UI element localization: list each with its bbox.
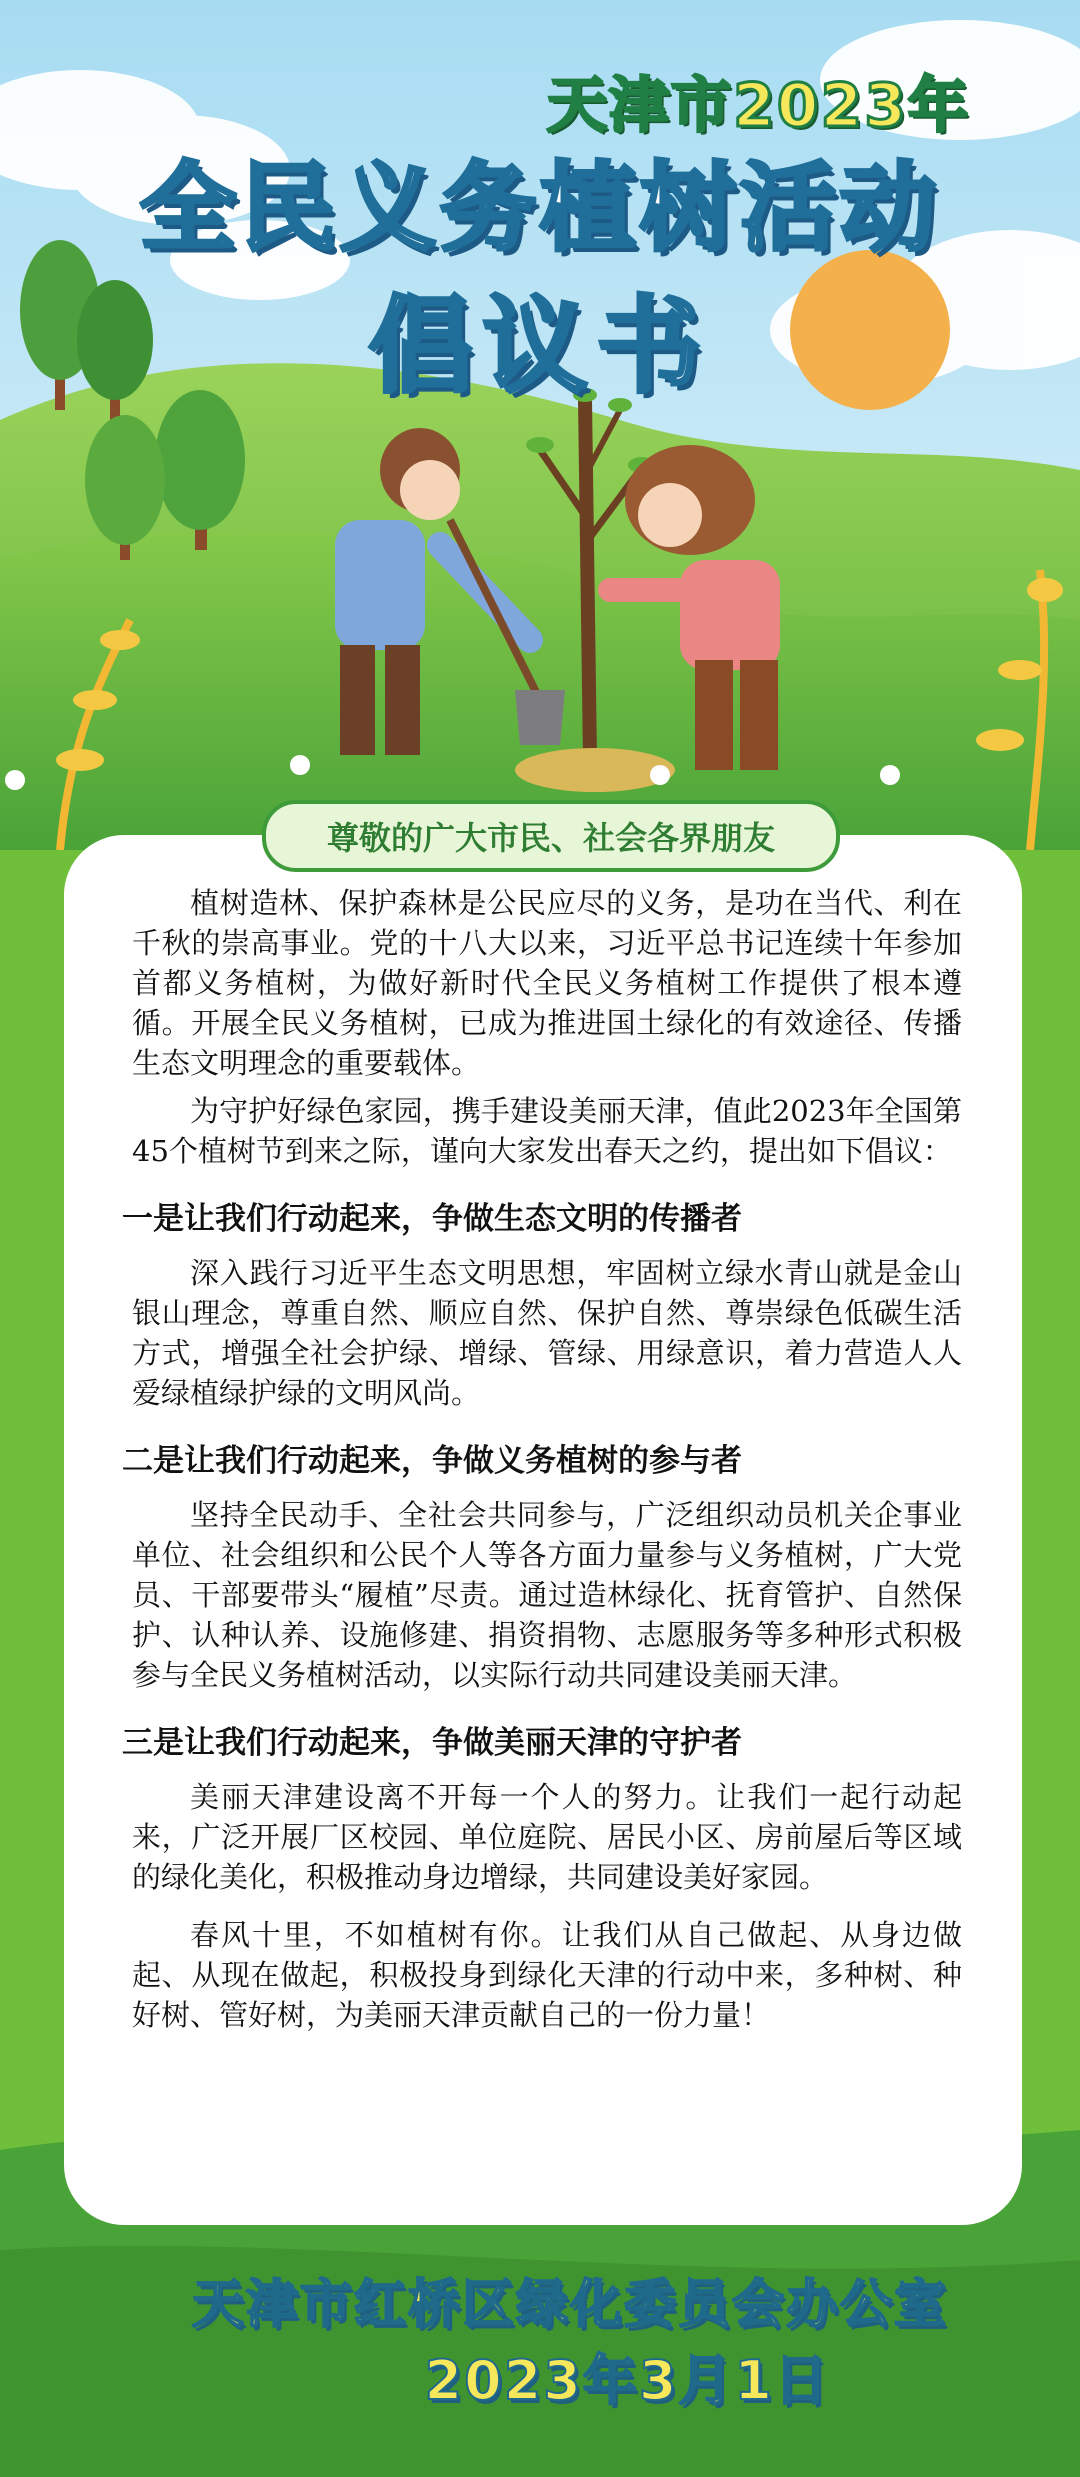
section-2-heading: 二是让我们行动起来，争做义务植树的参与者 <box>122 1443 742 1479</box>
page-subtitle: 倡议书 <box>368 285 711 407</box>
issue-date: 2023年3月1日 <box>424 2349 830 2412</box>
intro-paragraph-2: 为守护好绿色家园，携手建设美丽天津，值此2023年全国第45个植树节到来之际，谨向大家发出春天之约，提出如下倡议： <box>132 1094 962 1168</box>
closing-paragraph: 春风十里，不如植树有你。让我们从自己做起、从身边做起、从现在做起，积极投身到绿化天津的行动中来，多种树、种好树、管好树，为美丽天津贡献自己的一份力量！ <box>132 1918 962 2032</box>
issuing-organization: 天津市红桥区绿化委员会办公室 <box>191 2275 948 2335</box>
section-3-text: 美丽天津建设离不开每一个人的努力。让我们一起行动起来，广泛开展厂区校园、单位庭院、居民小区、房前屋后等区域的绿化美化，积极推动身边增绿，共同建设美好家园。 <box>132 1780 962 1894</box>
section-2-text: 坚持全民动手、全社会共同参与，广泛组织动员机关企事业单位、社会组织和公民个人等各方面力量参与义务植树，广大党员、干部要带头“履植”尽责。通过造林绿化、抚育管护、自然保护、认种认养、设施修建、捐资捐物、志愿服务等多种形式积极参与全民义务植树活动，以实际行动共同建设美丽天津。 <box>132 1498 962 1692</box>
section-1-text: 深入践行习近平生态文明思想，牢固树立绿水青山就是金山银山理念，尊重自然、顺应自然、保护自然、尊崇绿色低碳生活方式，增强全社会护绿、增绿、管绿、用绿意识，着力营造人人爱绿植绿护绿的文明风尚。 <box>132 1256 962 1410</box>
spacer <box>132 1905 962 1915</box>
page-title: 全民义务植树活动 <box>140 152 940 264</box>
section-1-heading: 一是让我们行动起来，争做生态文明的传播者 <box>122 1201 742 1237</box>
year-line: 天津市2023年 <box>547 71 970 141</box>
intro-paragraph-1: 植树造林、保护森林是公民应尽的义务，是功在当代、利在千秋的崇高事业。党的十八大以来，习近平总书记连续十年参加首都义务植树，为做好新时代全民义务植树工作提供了根本遵循。开展全民义务植树，已成为推进国土绿化的有效途径、传播生态文明理念的重要载体。 <box>132 886 962 1080</box>
proposal-card <box>64 835 1022 2225</box>
section-3-heading: 三是让我们行动起来，争做美丽天津的守护者 <box>122 1725 742 1761</box>
greeting-badge: 尊敬的广大市民、社会各界朋友 <box>262 800 840 872</box>
